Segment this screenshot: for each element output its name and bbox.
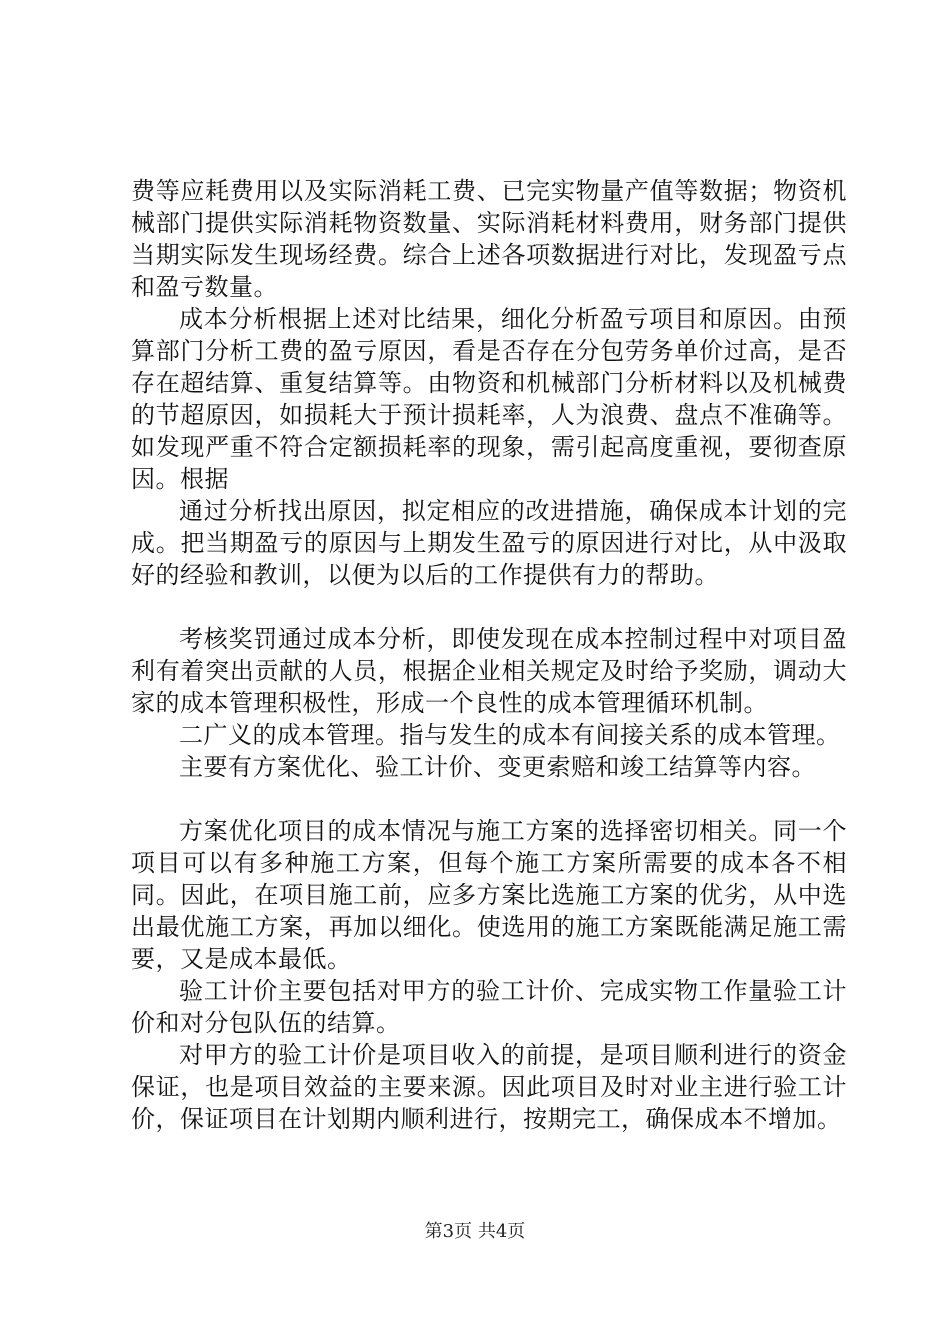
page-footer: 第3页 共4页 — [424, 1221, 526, 1242]
paragraph-main-contents: 主要有方案优化、验工计价、变更索赔和竣工结算等内容。 — [179, 753, 816, 781]
paragraph-plan-optimization: 方案优化项目的成本情况与施工方案的选择密切相关。同一个项目可以有多种施工方案，但每个施工方案所需要的成本各不相同。因此，在项目施工前，应多方案比选施工方案的优劣，从中选出最优施工方案，再加以细化。使选用的施工方案既能满足施工需要，又是成本最低。 — [131, 817, 847, 973]
paragraph-cost-analysis: 成本分析根据上述对比结果，细化分析盈亏项目和原因。由预算部门分析工费的盈亏原因，看是否存在分包劳务单价过高，是否存在超结算、重复结算等。由物资和机械部门分析材料以及机械费的节超原因，如损耗大于预计损耗率，人为浪费、盘点不准确等。如发现严重不符合定额损耗率的现象，需引起高度重视，要彻查原因。根据 — [131, 305, 847, 493]
document-body — [131, 175, 847, 1135]
paragraph-rewards: 考核奖罚通过成本分析，即使发现在成本控制过程中对项目盈利有着突出贡献的人员，根据企业相关规定及时给予奖励，调动大家的成本管理积极性，形成一个良性的成本管理循环机制。 — [131, 625, 847, 717]
paragraph-continued: 费等应耗费用以及实际消耗工费、已完实物量产值等数据；物资机械部门提供实际消耗物资数量、实际消耗材料费用，财务部门提供当期实际发生现场经费。综合上述各项数据进行对比，发现盈亏点和盈亏数量。 — [131, 177, 847, 301]
paragraph-broad-cost-management: 二广义的成本管理。指与发生的成本有间接关系的成本管理。 — [179, 721, 841, 749]
paragraph-improvement: 通过分析找出原因，拟定相应的改进措施，确保成本计划的完成。把当期盈亏的原因与上期发生盈亏的原因进行对比，从中汲取好的经验和教训，以便为以后的工作提供有力的帮助。 — [131, 497, 847, 589]
paragraph-valuation: 验工计价主要包括对甲方的验工计价、完成实物工作量验工计价和对分包队伍的结算。 — [131, 977, 847, 1037]
paragraph-owner-valuation: 对甲方的验工计价是项目收入的前提，是项目顺利进行的资金保证，也是项目效益的主要来源。因此项目及时对业主进行验工计价，保证项目在计划期内顺利进行，按期完工，确保成本不增加。 — [131, 1041, 847, 1133]
